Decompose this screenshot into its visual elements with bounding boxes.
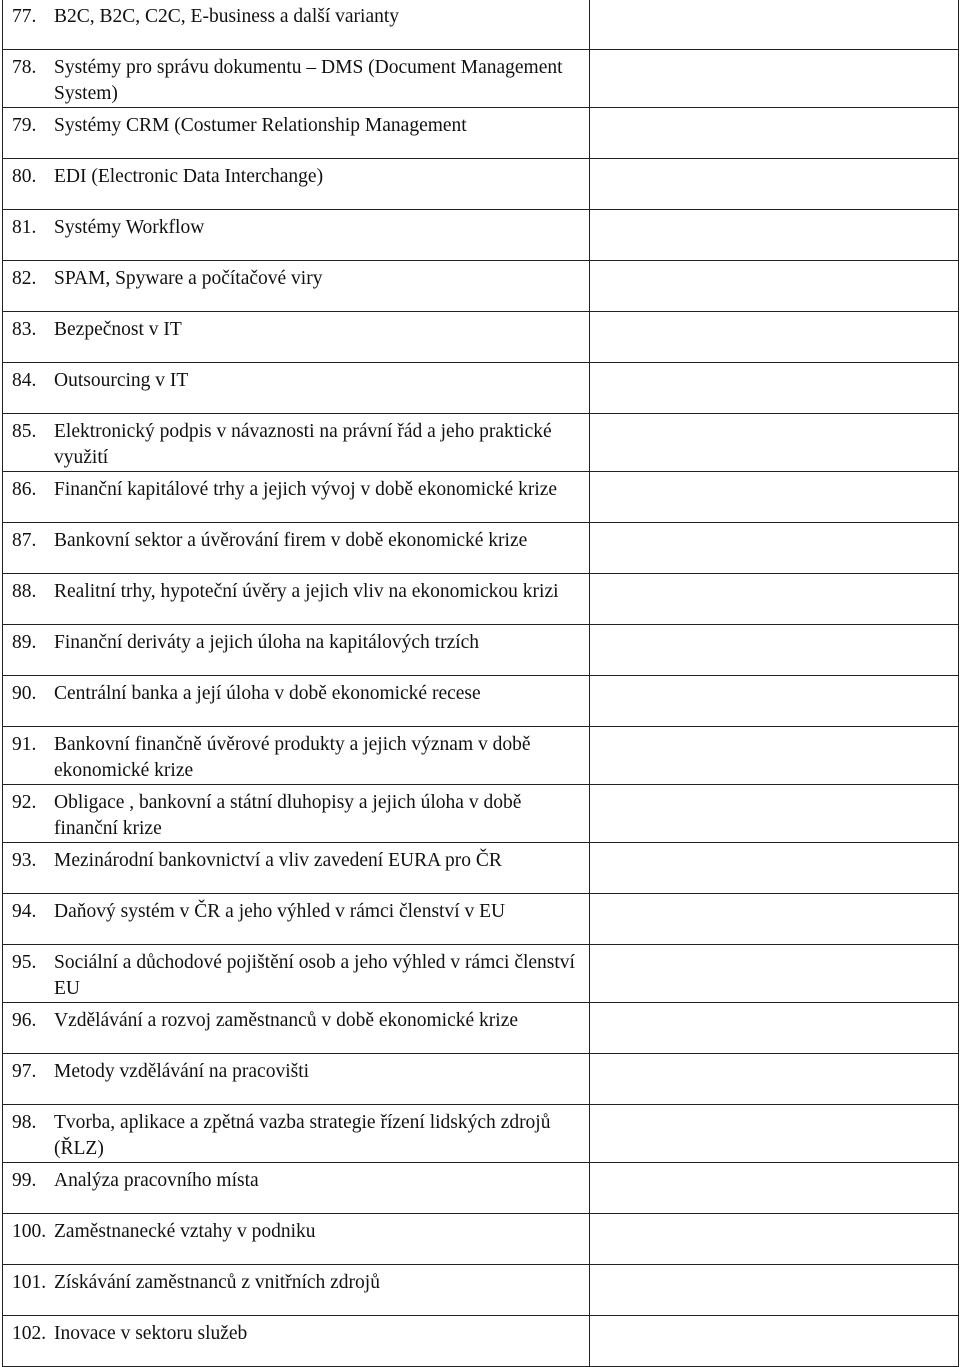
topic-number: 95. [12,952,37,973]
topic-cell [3,1265,590,1316]
table-row [3,1214,959,1265]
blank-cell [590,727,959,785]
topic-text: Vzdělávání a rozvoj zaměstnanců v době ekonomické krize [54,1010,519,1031]
blank-cell [590,108,959,159]
topic-entry [3,1316,589,1347]
topic-cell [3,574,590,625]
table-row [3,414,959,472]
topic-number: 100. [12,1221,47,1242]
topic-cell [3,1163,590,1214]
topic-text: Získávání zaměstnanců z vnitřních zdrojů [54,1272,380,1293]
topic-text: Systémy CRM (Costumer Relationship Management [54,115,467,136]
topic-number: 77. [12,6,37,27]
topic-entry [3,159,589,190]
topic-entry [3,945,589,1002]
blank-cell [590,676,959,727]
topic-cell [3,894,590,945]
topic-text: Bankovní sektor a úvěrování firem v době ekonomické krize [54,530,528,551]
topic-cell [3,625,590,676]
topic-cell [3,363,590,414]
topic-entry [3,0,589,30]
topic-number: 88. [12,581,37,602]
blank-cell [590,414,959,472]
topic-cell [3,843,590,894]
blank-cell [590,625,959,676]
topic-text: Inovace v sektoru služeb [54,1323,248,1344]
topic-text: SPAM, Spyware a počítačové viry [54,268,323,289]
table-row [3,261,959,312]
topic-cell [3,676,590,727]
topic-entry [3,785,589,842]
topic-number: 84. [12,370,37,391]
topic-text: Metody vzdělávání na pracovišti [54,1061,310,1082]
topic-cell [3,210,590,261]
topic-text: B2C, B2C, C2C, E-business a další varianty [54,6,400,27]
blank-cell [590,945,959,1003]
blank-cell [590,0,959,50]
topic-text: Obligace , bankovní a státní dluhopisy a jejich úloha v době finanční krize [54,792,522,839]
topic-entry [3,727,589,784]
table-row [3,1265,959,1316]
table-row [3,312,959,363]
topic-number: 87. [12,530,37,551]
blank-cell [590,523,959,574]
table-row [3,1105,959,1163]
topic-number: 102. [12,1323,47,1344]
topic-cell [3,50,590,108]
topic-cell [3,1105,590,1163]
topic-number: 97. [12,1061,37,1082]
topic-cell [3,159,590,210]
topic-cell [3,108,590,159]
topic-entry [3,363,589,394]
table-row [3,625,959,676]
topic-number: 83. [12,319,37,340]
topic-cell [3,472,590,523]
topic-entry [3,523,589,554]
blank-cell [590,1003,959,1054]
topic-entry [3,1003,589,1034]
blank-cell [590,312,959,363]
topic-entry [3,312,589,343]
blank-cell [590,1316,959,1367]
topic-entry [3,261,589,292]
table-row [3,945,959,1003]
blank-cell [590,1214,959,1265]
blank-cell [590,50,959,108]
topic-number: 85. [12,421,37,442]
table-row [3,785,959,843]
blank-cell [590,1163,959,1214]
topic-cell [3,1003,590,1054]
topic-text: Bezpečnost v IT [54,319,182,340]
topic-entry [3,574,589,605]
table-row [3,523,959,574]
topics-table [2,0,959,1367]
table-row [3,727,959,785]
topic-entry [3,1214,589,1245]
topic-entry [3,1163,589,1194]
topic-entry [3,625,589,656]
table-row [3,676,959,727]
topic-text: Elektronický podpis v návaznosti na právní řád a jeho praktické využití [54,421,552,468]
topic-number: 82. [12,268,37,289]
topic-number: 98. [12,1112,37,1133]
topic-text: Bankovní finančně úvěrové produkty a jejich význam v době ekonomické krize [54,734,531,781]
topic-cell [3,312,590,363]
topic-entry [3,843,589,874]
topic-cell [3,523,590,574]
blank-cell [590,1054,959,1105]
topic-text: Mezinárodní bankovnictví a vliv zavedení EURA pro ČR [54,850,502,871]
topic-text: Systémy Workflow [54,217,205,238]
blank-cell [590,785,959,843]
table-row [3,472,959,523]
topic-text: Centrální banka a její úloha v době ekonomické recese [54,683,481,704]
blank-cell [590,843,959,894]
table-row [3,1163,959,1214]
blank-cell [590,894,959,945]
blank-cell [590,261,959,312]
topics-table-body [3,0,959,1367]
table-row [3,108,959,159]
topic-entry [3,50,589,107]
topic-number: 86. [12,479,37,500]
topic-entry [3,894,589,925]
topic-text: Systémy pro správu dokumentu – DMS (Document Management System) [54,57,563,104]
topic-number: 91. [12,734,37,755]
topic-number: 94. [12,901,37,922]
blank-cell [590,1105,959,1163]
table-row [3,159,959,210]
table-row [3,363,959,414]
topic-entry [3,472,589,503]
table-row [3,0,959,50]
table-row [3,1054,959,1105]
topic-number: 89. [12,632,37,653]
blank-cell [590,210,959,261]
blank-cell [590,363,959,414]
topic-text: EDI (Electronic Data Interchange) [54,166,324,187]
topic-cell [3,261,590,312]
topic-cell [3,1214,590,1265]
table-row [3,1316,959,1367]
table-row [3,1003,959,1054]
topic-number: 101. [12,1272,47,1293]
blank-cell [590,574,959,625]
table-row [3,894,959,945]
topic-entry [3,108,589,139]
topic-cell [3,945,590,1003]
topic-entry [3,210,589,241]
topic-number: 99. [12,1170,37,1191]
topic-text: Finanční deriváty a jejich úloha na kapitálových trzích [54,632,480,653]
topic-text: Analýza pracovního místa [54,1170,259,1191]
topic-cell [3,414,590,472]
topic-cell [3,1054,590,1105]
topic-text: Zaměstnanecké vztahy v podniku [54,1221,316,1242]
topic-number: 93. [12,850,37,871]
topic-text: Finanční kapitálové trhy a jejich vývoj v době ekonomické krize [54,479,558,500]
topic-entry [3,1105,589,1162]
topic-cell [3,785,590,843]
table-row [3,210,959,261]
topic-number: 78. [12,57,37,78]
topic-number: 92. [12,792,37,813]
topic-cell [3,0,590,50]
topic-entry [3,414,589,471]
topic-number: 96. [12,1010,37,1031]
blank-cell [590,1265,959,1316]
table-row [3,50,959,108]
topic-text: Sociální a důchodové pojištění osob a jeho výhled v rámci členství EU [54,952,575,999]
topic-text: Daňový systém v ČR a jeho výhled v rámci členství v EU [54,901,506,922]
blank-cell [590,472,959,523]
table-row [3,843,959,894]
topic-text: Realitní trhy, hypoteční úvěry a jejich vliv na ekonomickou krizi [54,581,559,602]
topic-cell [3,1316,590,1367]
topic-entry [3,1265,589,1296]
topic-cell [3,727,590,785]
topic-entry [3,1054,589,1085]
topic-text: Tvorba, aplikace a zpětná vazba strategie řízení lidských zdrojů (ŘLZ) [54,1112,551,1159]
topic-number: 79. [12,115,37,136]
table-row [3,574,959,625]
blank-cell [590,159,959,210]
topic-text: Outsourcing v IT [54,370,189,391]
topic-number: 81. [12,217,37,238]
topic-number: 90. [12,683,37,704]
topic-number: 80. [12,166,37,187]
topic-entry [3,676,589,707]
